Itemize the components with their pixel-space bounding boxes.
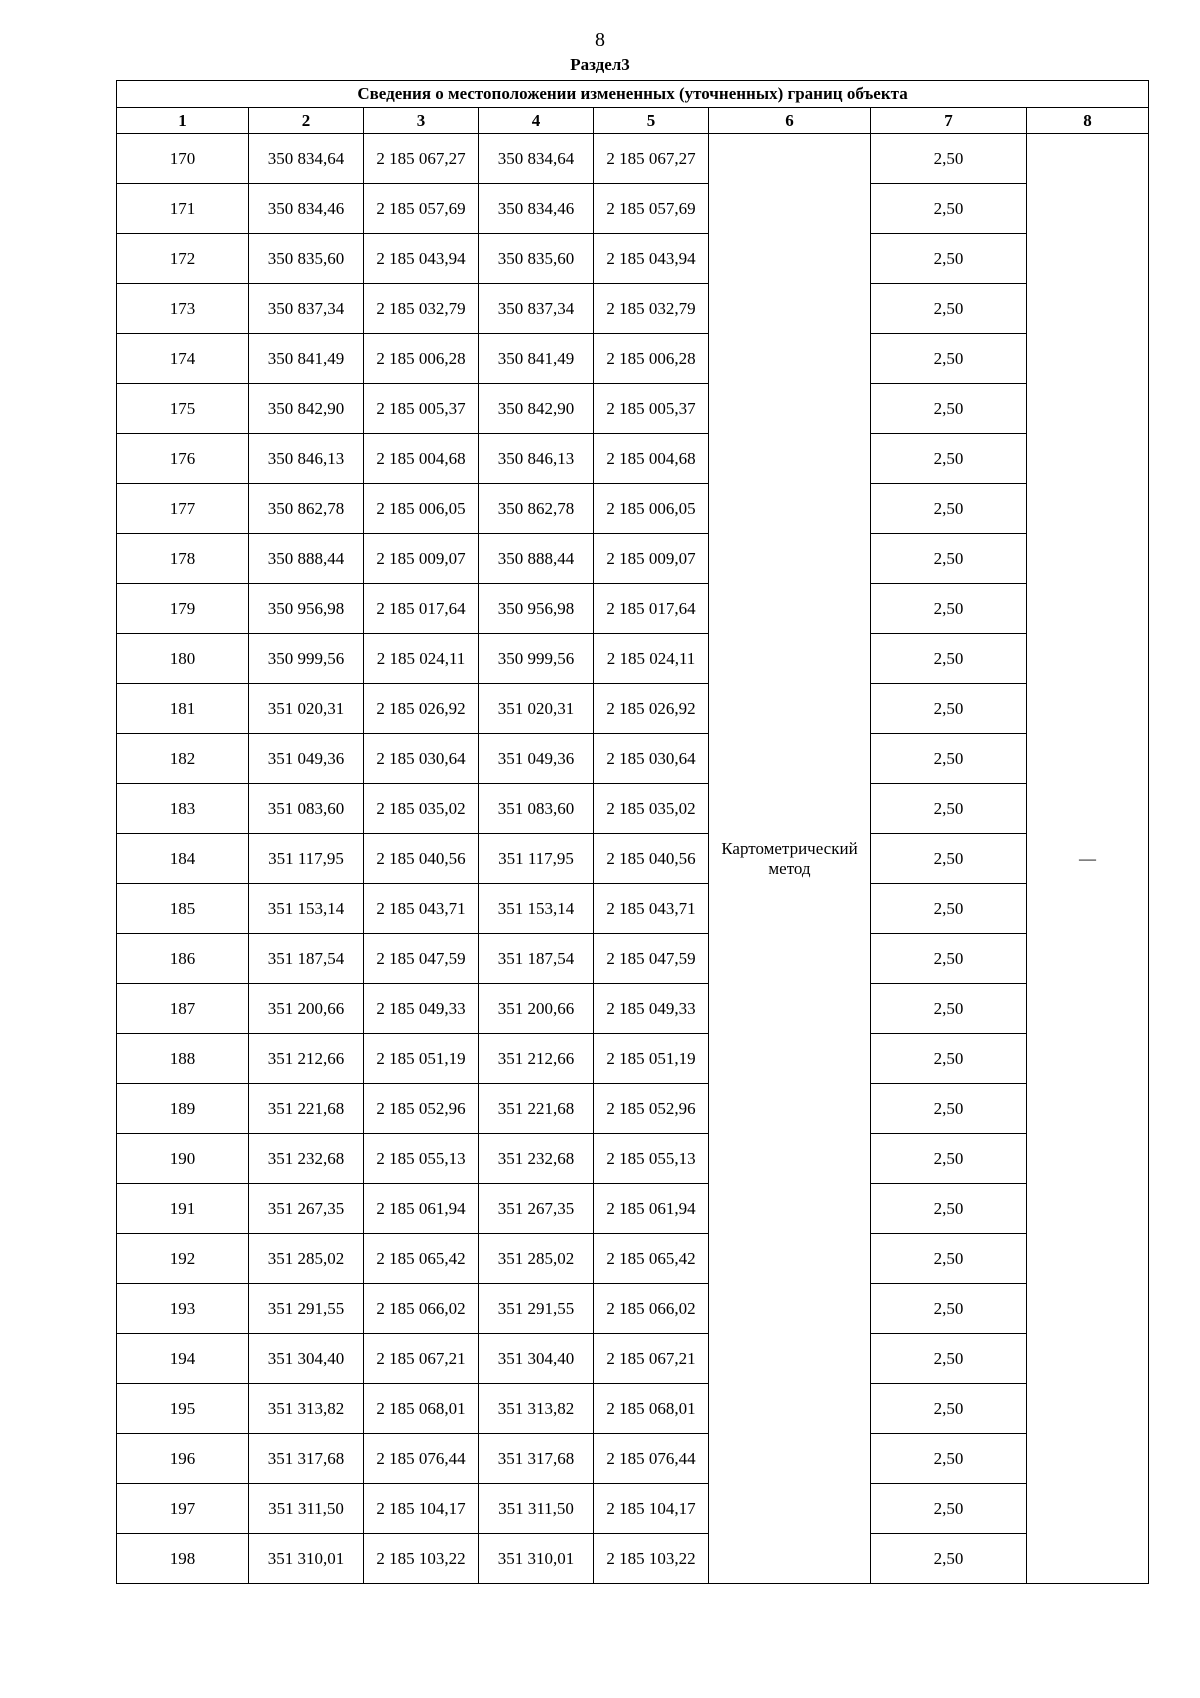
y-existing-cell: 2 185 005,37 — [364, 384, 479, 434]
accuracy-cell: 2,50 — [871, 734, 1027, 784]
y-existing-cell: 2 185 040,56 — [364, 834, 479, 884]
y-existing-cell: 2 185 024,11 — [364, 634, 479, 684]
column-number: 4 — [479, 108, 594, 134]
point-number-cell: 198 — [117, 1534, 249, 1584]
table-row — [117, 234, 1149, 284]
y-refined-cell: 2 185 043,94 — [594, 234, 709, 284]
table-row — [117, 834, 1149, 884]
x-refined-cell: 350 888,44 — [479, 534, 594, 584]
accuracy-cell: 2,50 — [871, 484, 1027, 534]
table-row — [117, 684, 1149, 734]
accuracy-cell: 2,50 — [871, 1334, 1027, 1384]
point-number-cell: 173 — [117, 284, 249, 334]
x-existing-cell: 350 841,49 — [249, 334, 364, 384]
x-refined-cell: 350 956,98 — [479, 584, 594, 634]
point-number-cell: 187 — [117, 984, 249, 1034]
y-existing-cell: 2 185 009,07 — [364, 534, 479, 584]
point-number-cell: 189 — [117, 1084, 249, 1134]
accuracy-cell: 2,50 — [871, 1434, 1027, 1484]
y-existing-cell: 2 185 103,22 — [364, 1534, 479, 1584]
y-existing-cell: 2 185 067,27 — [364, 134, 479, 184]
y-refined-cell: 2 185 006,28 — [594, 334, 709, 384]
point-number-cell: 176 — [117, 434, 249, 484]
y-refined-cell: 2 185 024,11 — [594, 634, 709, 684]
x-refined-cell: 351 311,50 — [479, 1484, 594, 1534]
x-existing-cell: 351 083,60 — [249, 784, 364, 834]
point-number-cell: 177 — [117, 484, 249, 534]
y-existing-cell: 2 185 067,21 — [364, 1334, 479, 1384]
x-existing-cell: 351 285,02 — [249, 1234, 364, 1284]
y-refined-cell: 2 185 006,05 — [594, 484, 709, 534]
column-number: 2 — [249, 108, 364, 134]
point-number-cell: 197 — [117, 1484, 249, 1534]
x-existing-cell: 351 291,55 — [249, 1284, 364, 1334]
point-number-cell: 190 — [117, 1134, 249, 1184]
page-number: 8 — [595, 29, 605, 51]
x-existing-cell: 350 862,78 — [249, 484, 364, 534]
table-row — [117, 1534, 1149, 1584]
accuracy-cell: 2,50 — [871, 234, 1027, 284]
accuracy-cell: 2,50 — [871, 434, 1027, 484]
y-refined-cell: 2 185 057,69 — [594, 184, 709, 234]
point-number-cell: 193 — [117, 1284, 249, 1334]
point-number-cell: 178 — [117, 534, 249, 584]
column-8-cell: — — [1027, 134, 1149, 1584]
x-refined-cell: 351 117,95 — [479, 834, 594, 884]
point-number-cell: 185 — [117, 884, 249, 934]
y-refined-cell: 2 185 030,64 — [594, 734, 709, 784]
point-number-cell: 171 — [117, 184, 249, 234]
y-refined-cell: 2 185 032,79 — [594, 284, 709, 334]
accuracy-cell: 2,50 — [871, 284, 1027, 334]
y-refined-cell: 2 185 066,02 — [594, 1284, 709, 1334]
y-existing-cell: 2 185 006,05 — [364, 484, 479, 534]
accuracy-cell: 2,50 — [871, 684, 1027, 734]
accuracy-cell: 2,50 — [871, 534, 1027, 584]
x-existing-cell: 350 842,90 — [249, 384, 364, 434]
x-existing-cell: 351 200,66 — [249, 984, 364, 1034]
x-refined-cell: 350 835,60 — [479, 234, 594, 284]
y-existing-cell: 2 185 032,79 — [364, 284, 479, 334]
y-existing-cell: 2 185 055,13 — [364, 1134, 479, 1184]
x-existing-cell: 351 310,01 — [249, 1534, 364, 1584]
table-row — [117, 384, 1149, 434]
x-refined-cell: 350 842,90 — [479, 384, 594, 434]
accuracy-cell: 2,50 — [871, 1234, 1027, 1284]
x-existing-cell: 351 317,68 — [249, 1434, 364, 1484]
y-refined-cell: 2 185 035,02 — [594, 784, 709, 834]
column-number: 6 — [709, 108, 871, 134]
y-existing-cell: 2 185 049,33 — [364, 984, 479, 1034]
y-existing-cell: 2 185 006,28 — [364, 334, 479, 384]
x-refined-cell: 351 212,66 — [479, 1034, 594, 1084]
x-refined-cell: 350 837,34 — [479, 284, 594, 334]
y-refined-cell: 2 185 104,17 — [594, 1484, 709, 1534]
table-row — [117, 784, 1149, 834]
x-existing-cell: 350 888,44 — [249, 534, 364, 584]
x-existing-cell: 350 837,34 — [249, 284, 364, 334]
table-row — [117, 1034, 1149, 1084]
y-refined-cell: 2 185 017,64 — [594, 584, 709, 634]
x-refined-cell: 351 221,68 — [479, 1084, 594, 1134]
x-refined-cell: 351 187,54 — [479, 934, 594, 984]
y-existing-cell: 2 185 017,64 — [364, 584, 479, 634]
y-refined-cell: 2 185 047,59 — [594, 934, 709, 984]
x-existing-cell: 351 313,82 — [249, 1384, 364, 1434]
x-existing-cell: 350 835,60 — [249, 234, 364, 284]
y-refined-cell: 2 185 049,33 — [594, 984, 709, 1034]
y-existing-cell: 2 185 026,92 — [364, 684, 479, 734]
y-refined-cell: 2 185 043,71 — [594, 884, 709, 934]
x-existing-cell: 350 834,46 — [249, 184, 364, 234]
y-existing-cell: 2 185 066,02 — [364, 1284, 479, 1334]
point-number-cell: 191 — [117, 1184, 249, 1234]
y-existing-cell: 2 185 004,68 — [364, 434, 479, 484]
x-existing-cell: 350 999,56 — [249, 634, 364, 684]
x-refined-cell: 350 862,78 — [479, 484, 594, 534]
y-refined-cell: 2 185 103,22 — [594, 1534, 709, 1584]
x-existing-cell: 351 049,36 — [249, 734, 364, 784]
table-row — [117, 884, 1149, 934]
method-cell: Картометрический метод — [709, 134, 871, 1584]
x-refined-cell: 351 313,82 — [479, 1384, 594, 1434]
column-number: 8 — [1027, 108, 1149, 134]
point-number-cell: 175 — [117, 384, 249, 434]
y-refined-cell: 2 185 055,13 — [594, 1134, 709, 1184]
table-row — [117, 134, 1149, 184]
point-number-cell: 195 — [117, 1384, 249, 1434]
accuracy-cell: 2,50 — [871, 584, 1027, 634]
accuracy-cell: 2,50 — [871, 984, 1027, 1034]
table-row — [117, 584, 1149, 634]
table-row — [117, 434, 1149, 484]
x-existing-cell: 350 846,13 — [249, 434, 364, 484]
table-row — [117, 634, 1149, 684]
column-number: 3 — [364, 108, 479, 134]
point-number-cell: 181 — [117, 684, 249, 734]
x-existing-cell: 351 311,50 — [249, 1484, 364, 1534]
y-existing-cell: 2 185 052,96 — [364, 1084, 479, 1134]
column-number: 7 — [871, 108, 1027, 134]
accuracy-cell: 2,50 — [871, 334, 1027, 384]
point-number-cell: 184 — [117, 834, 249, 884]
y-existing-cell: 2 185 043,71 — [364, 884, 479, 934]
table-caption: Сведения о местоположении измененных (уточненных) границ объекта — [117, 81, 1149, 108]
column-number: 1 — [117, 108, 249, 134]
y-existing-cell: 2 185 051,19 — [364, 1034, 479, 1084]
point-number-cell: 194 — [117, 1334, 249, 1384]
table-row — [117, 1134, 1149, 1184]
x-refined-cell: 351 291,55 — [479, 1284, 594, 1334]
table-row — [117, 734, 1149, 784]
table-row — [117, 484, 1149, 534]
point-number-cell: 183 — [117, 784, 249, 834]
x-existing-cell: 351 304,40 — [249, 1334, 364, 1384]
accuracy-cell: 2,50 — [871, 934, 1027, 984]
x-existing-cell: 351 232,68 — [249, 1134, 364, 1184]
point-number-cell: 179 — [117, 584, 249, 634]
accuracy-cell: 2,50 — [871, 834, 1027, 884]
x-existing-cell: 351 020,31 — [249, 684, 364, 734]
y-refined-cell: 2 185 076,44 — [594, 1434, 709, 1484]
x-refined-cell: 351 049,36 — [479, 734, 594, 784]
x-existing-cell: 351 153,14 — [249, 884, 364, 934]
table-row — [117, 1284, 1149, 1334]
column-number-row — [117, 108, 1149, 134]
accuracy-cell: 2,50 — [871, 134, 1027, 184]
accuracy-cell: 2,50 — [871, 1284, 1027, 1334]
x-refined-cell: 350 834,46 — [479, 184, 594, 234]
section-title: Раздел3 — [570, 55, 630, 74]
table-row — [117, 1084, 1149, 1134]
y-refined-cell: 2 185 061,94 — [594, 1184, 709, 1234]
accuracy-cell: 2,50 — [871, 1484, 1027, 1534]
x-refined-cell: 351 285,02 — [479, 1234, 594, 1284]
table-row — [117, 1484, 1149, 1534]
y-existing-cell: 2 185 043,94 — [364, 234, 479, 284]
accuracy-cell: 2,50 — [871, 884, 1027, 934]
point-number-cell: 172 — [117, 234, 249, 284]
x-refined-cell: 350 834,64 — [479, 134, 594, 184]
accuracy-cell: 2,50 — [871, 784, 1027, 834]
table-row — [117, 334, 1149, 384]
table-body — [117, 134, 1149, 1584]
x-refined-cell: 351 083,60 — [479, 784, 594, 834]
table-caption-row — [117, 81, 1149, 108]
x-existing-cell: 351 212,66 — [249, 1034, 364, 1084]
x-refined-cell: 351 200,66 — [479, 984, 594, 1034]
accuracy-cell: 2,50 — [871, 384, 1027, 434]
y-refined-cell: 2 185 051,19 — [594, 1034, 709, 1084]
y-existing-cell: 2 185 035,02 — [364, 784, 479, 834]
x-refined-cell: 350 841,49 — [479, 334, 594, 384]
table-row — [117, 1384, 1149, 1434]
point-number-cell: 174 — [117, 334, 249, 384]
table-row — [117, 1334, 1149, 1384]
boundary-coordinates-table — [116, 80, 1149, 1584]
point-number-cell: 196 — [117, 1434, 249, 1484]
y-refined-cell: 2 185 068,01 — [594, 1384, 709, 1434]
accuracy-cell: 2,50 — [871, 1084, 1027, 1134]
table-row — [117, 934, 1149, 984]
y-refined-cell: 2 185 067,21 — [594, 1334, 709, 1384]
x-refined-cell: 351 232,68 — [479, 1134, 594, 1184]
x-refined-cell: 351 317,68 — [479, 1434, 594, 1484]
y-refined-cell: 2 185 009,07 — [594, 534, 709, 584]
table-row — [117, 1234, 1149, 1284]
y-refined-cell: 2 185 026,92 — [594, 684, 709, 734]
y-existing-cell: 2 185 104,17 — [364, 1484, 479, 1534]
x-refined-cell: 351 310,01 — [479, 1534, 594, 1584]
point-number-cell: 170 — [117, 134, 249, 184]
x-refined-cell: 351 304,40 — [479, 1334, 594, 1384]
accuracy-cell: 2,50 — [871, 1184, 1027, 1234]
x-refined-cell: 350 846,13 — [479, 434, 594, 484]
y-refined-cell: 2 185 052,96 — [594, 1084, 709, 1134]
x-existing-cell: 351 187,54 — [249, 934, 364, 984]
y-existing-cell: 2 185 068,01 — [364, 1384, 479, 1434]
y-existing-cell: 2 185 065,42 — [364, 1234, 479, 1284]
x-existing-cell: 351 267,35 — [249, 1184, 364, 1234]
point-number-cell: 188 — [117, 1034, 249, 1084]
y-refined-cell: 2 185 004,68 — [594, 434, 709, 484]
y-existing-cell: 2 185 057,69 — [364, 184, 479, 234]
table-row — [117, 534, 1149, 584]
accuracy-cell: 2,50 — [871, 184, 1027, 234]
accuracy-cell: 2,50 — [871, 1534, 1027, 1584]
point-number-cell: 182 — [117, 734, 249, 784]
table-row — [117, 1184, 1149, 1234]
accuracy-cell: 2,50 — [871, 1134, 1027, 1184]
table-row — [117, 284, 1149, 334]
y-refined-cell: 2 185 040,56 — [594, 834, 709, 884]
x-refined-cell: 351 267,35 — [479, 1184, 594, 1234]
point-number-cell: 192 — [117, 1234, 249, 1284]
x-refined-cell: 351 020,31 — [479, 684, 594, 734]
y-refined-cell: 2 185 067,27 — [594, 134, 709, 184]
point-number-cell: 180 — [117, 634, 249, 684]
table-row — [117, 984, 1149, 1034]
accuracy-cell: 2,50 — [871, 634, 1027, 684]
y-existing-cell: 2 185 061,94 — [364, 1184, 479, 1234]
y-existing-cell: 2 185 076,44 — [364, 1434, 479, 1484]
accuracy-cell: 2,50 — [871, 1034, 1027, 1084]
y-existing-cell: 2 185 030,64 — [364, 734, 479, 784]
x-existing-cell: 350 956,98 — [249, 584, 364, 634]
x-existing-cell: 350 834,64 — [249, 134, 364, 184]
table-row — [117, 184, 1149, 234]
point-number-cell: 186 — [117, 934, 249, 984]
y-existing-cell: 2 185 047,59 — [364, 934, 479, 984]
accuracy-cell: 2,50 — [871, 1384, 1027, 1434]
x-refined-cell: 351 153,14 — [479, 884, 594, 934]
x-refined-cell: 350 999,56 — [479, 634, 594, 684]
column-number: 5 — [594, 108, 709, 134]
y-refined-cell: 2 185 005,37 — [594, 384, 709, 434]
y-refined-cell: 2 185 065,42 — [594, 1234, 709, 1284]
x-existing-cell: 351 117,95 — [249, 834, 364, 884]
table-row — [117, 1434, 1149, 1484]
x-existing-cell: 351 221,68 — [249, 1084, 364, 1134]
